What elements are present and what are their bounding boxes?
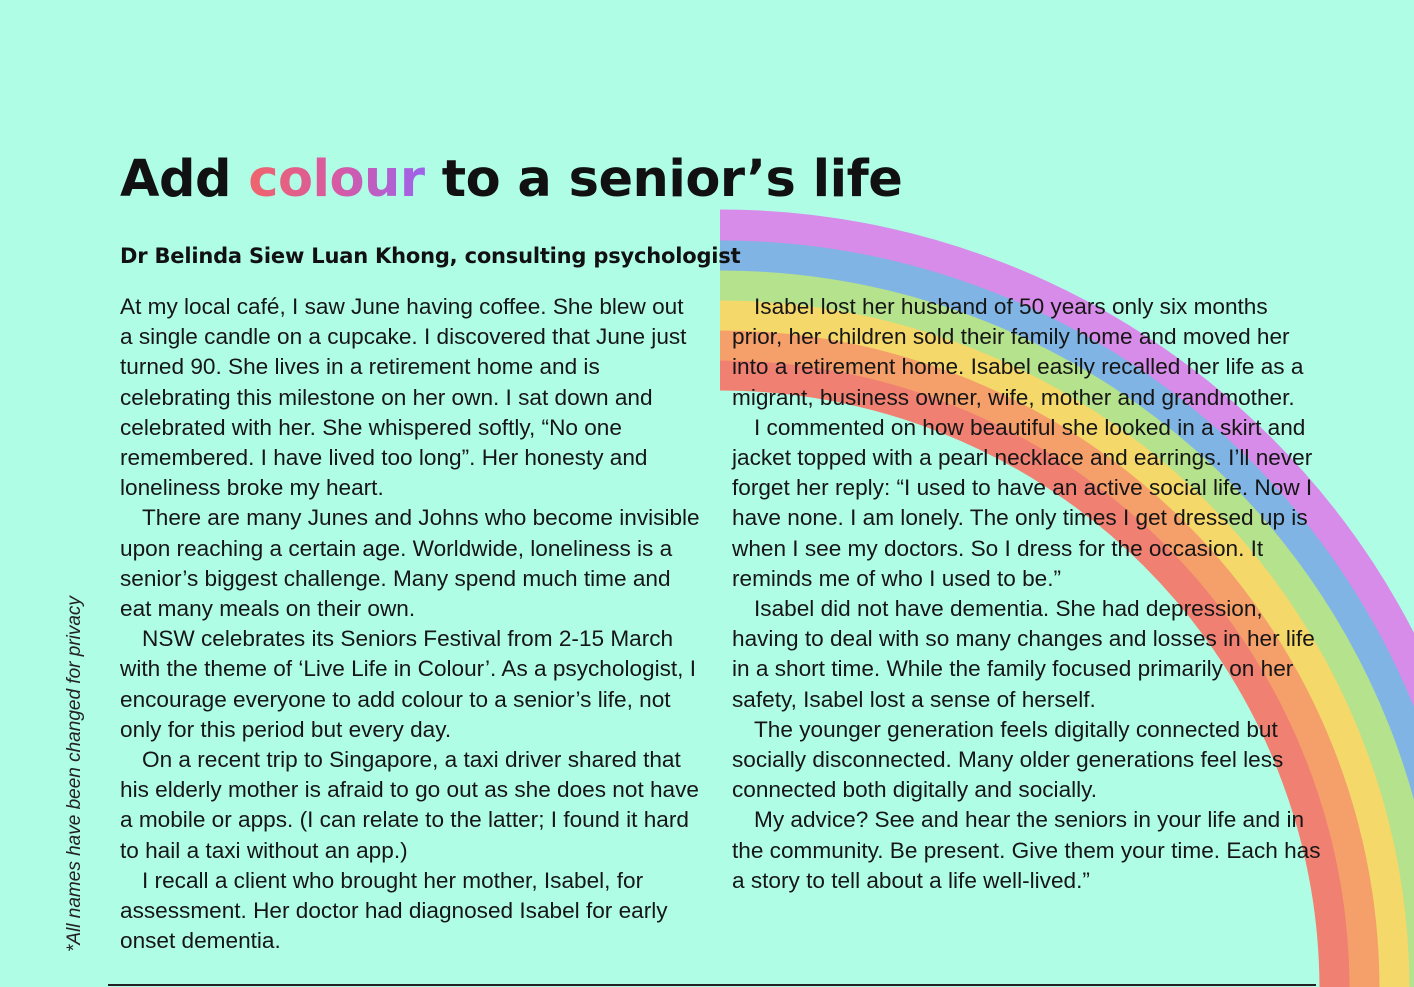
paragraph: I commented on how beautiful she looked in a skirt and jacket topped with a pearl necklace and earrings. I’ll never forget her reply: “I used to have an active social life. Now I have none. I am lonely. The only times I get dressed up is when I see my doctors. So I dress for the occasion. It reminds me of who I used to be.” <box>732 414 1313 591</box>
paragraph: My advice? See and hear the seniors in your life and in the community. Be present. Give them your time. Each has a story to tell about a life well-lived.” <box>732 807 1321 893</box>
paragraph: NSW celebrates its Seniors Festival from 2-15 March with the theme of ‘Live Life in Colour’. As a psychologist, I encourage everyone to add colour to a senior’s life, not only for this period but every day. <box>120 626 697 742</box>
title-accent-word: colour <box>248 150 425 209</box>
paragraph: Isabel did not have dementia. She had depression, having to deal with so many changes and losses in her life in a short time. While the family focused primarily on her safety, Isabel lost a sense of herself. <box>732 596 1315 712</box>
paragraph: On a recent trip to Singapore, a taxi driver shared that his elderly mother is afraid to go out as she does not have a mobile or apps. (I can relate to the latter; I found it hard to hail a taxi without an app.) <box>120 747 699 863</box>
article-title <box>120 152 902 208</box>
paragraph: At my local café, I saw June having coffee. She blew out a single candle on a cupcake. I discovered that June just turned 90. She lives in a retirement home and is celebrating this milestone on her own. I sat down and celebrated with her. She whispered softly, “No one remembered. I have lived too long”. Her honesty and loneliness broke my heart. <box>120 294 687 501</box>
bottom-divider <box>108 984 1316 986</box>
left-column <box>120 292 700 956</box>
paragraph: Isabel lost her husband of 50 years only six months prior, her children sold their family home and moved her into a retirement home. Isabel easily recalled her life as a migrant, business owner, wife, mother and grandmother. <box>732 294 1304 410</box>
title-post: to a senior’s life <box>424 150 903 209</box>
paragraph: I recall a client who brought her mother, Isabel, for assessment. Her doctor had diagnosed Isabel for early onset dementia. <box>120 867 668 954</box>
right-column <box>732 292 1322 896</box>
author-byline: Dr Belinda Siew Luan Khong, consulting psychologist <box>120 244 741 268</box>
paragraph: The younger generation feels digitally connected but socially disconnected. Many older generations feel less connected both digitally and socially. <box>732 716 1284 803</box>
title-pre: Add <box>120 150 249 209</box>
paragraph: There are many Junes and Johns who become invisible upon reaching a certain age. Worldwide, loneliness is a senior’s biggest challenge. Many spend much time and eat many meals on their own. <box>120 505 700 622</box>
privacy-note: *All names have been changed for privacy <box>64 596 85 952</box>
